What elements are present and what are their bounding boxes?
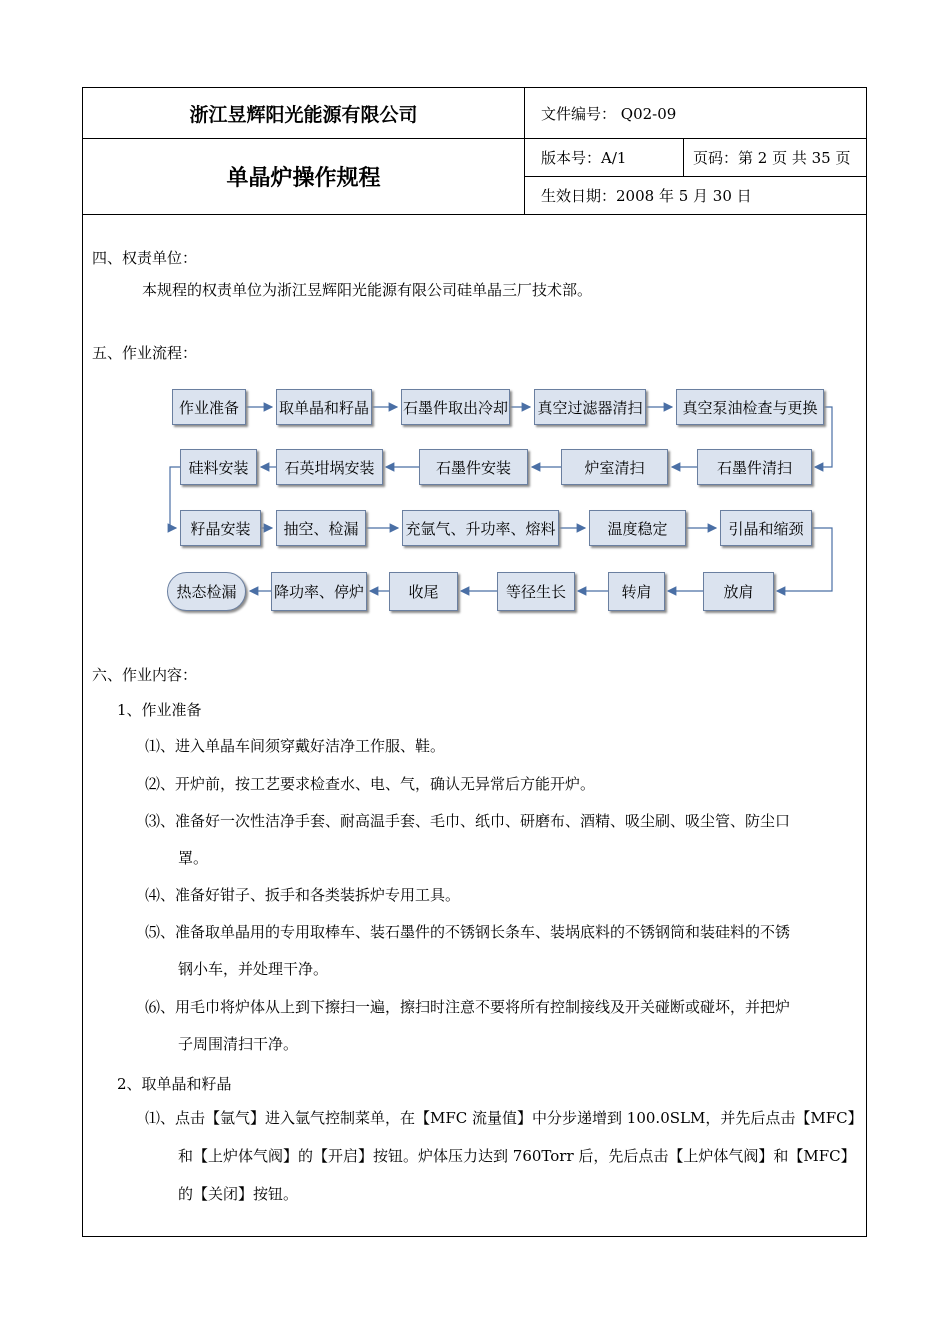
item-text-continued: 罩。 [178, 849, 209, 867]
item-text: 准备好一次性洁净手套、耐高温手套、毛巾、纸巾、研磨布、酒精、吸尘刷、吸尘管、防尘口 [175, 812, 791, 830]
flow-step: 转肩 [608, 572, 665, 611]
section-6-heading: 六、作业内容： [92, 666, 198, 684]
list-item [145, 802, 790, 840]
item-number: ⑹、 [145, 998, 176, 1016]
company-name: 浙江昱辉阳光能源有限公司 [189, 103, 418, 126]
item-number: ⑴、 [145, 737, 176, 755]
flow-step: 作业准备 [172, 389, 246, 425]
section-4-heading: 四、权责单位： [92, 249, 198, 267]
flow-step: 抽空、检漏 [276, 510, 366, 546]
flow-step: 等径生长 [497, 572, 575, 611]
document-title: 单晶炉操作规程 [226, 166, 381, 191]
item-text: 开炉前，按工艺要求检查水、电、气，确认无异常后方能开炉。 [175, 775, 596, 793]
list-item [145, 727, 445, 765]
item-text-continued: 和【上炉体气阀】的【开启】按钮。炉体压力达到 760Torr 后，先后点击【上炉体气阀】和【MFC】 [178, 1147, 856, 1165]
flow-step: 收尾 [389, 572, 458, 611]
flow-step: 炉室清扫 [561, 449, 668, 485]
item-text-continued: 的【关闭】按钮。 [178, 1185, 299, 1203]
flow-step: 石英坩埚安装 [276, 449, 383, 485]
flow-step: 取单晶和籽晶 [276, 389, 372, 425]
header-divider [683, 138, 684, 176]
item-text-continued: 子周围清扫干净。 [178, 1035, 299, 1053]
file-number: 文件编号： Q02-09 [541, 104, 677, 123]
flow-step: 放肩 [703, 572, 774, 611]
section-5-heading: 五、作业流程： [92, 344, 198, 362]
item-number: ⑶、 [145, 812, 176, 830]
list-item [145, 988, 790, 1026]
item-text: 进入单晶车间须穿戴好洁净工作服、鞋。 [175, 737, 446, 755]
item-number: ⑵、 [145, 775, 176, 793]
list-item [145, 876, 460, 914]
subsection-title: 2、取单晶和籽晶 [117, 1075, 232, 1093]
flow-step: 引晶和缩颈 [720, 510, 812, 546]
header-divider [524, 88, 525, 214]
section-4-text: 本规程的权责单位为浙江昱辉阳光能源有限公司硅单晶三厂技术部。 [142, 281, 593, 299]
item-number: ⑸、 [145, 923, 176, 941]
list-item [145, 1099, 863, 1137]
flow-step: 真空过滤器清扫 [534, 389, 646, 425]
document-frame [82, 87, 867, 1237]
item-text: 用毛巾将炉体从上到下擦扫一遍，擦扫时注意不要将所有控制接线及开关碰断或碰坏，并把炉 [175, 998, 791, 1016]
item-text-continued: 钢小车，并处理干净。 [178, 960, 329, 978]
item-number: ⑷、 [145, 886, 176, 904]
effective-date: 生效日期：2008 年 5 月 30 日 [541, 187, 752, 205]
list-item [145, 765, 595, 803]
subsection-title: 1、作业准备 [117, 701, 202, 719]
flow-step-terminal: 热态检漏 [167, 572, 246, 611]
page-number: 页码：第 2 页 共 35 页 [693, 149, 851, 167]
flow-step: 石墨件清扫 [697, 449, 812, 485]
flow-step: 温度稳定 [589, 510, 686, 546]
flow-step: 石墨件取出冷却 [401, 389, 510, 425]
flow-step: 石墨件安装 [419, 449, 528, 485]
item-text: 准备好钳子、扳手和各类装拆炉专用工具。 [175, 886, 461, 904]
flow-step: 籽晶安装 [180, 510, 261, 546]
flow-step: 充氩气、升功率、熔料 [402, 510, 559, 546]
flow-step: 真空泵油检查与更换 [676, 389, 824, 425]
flow-step: 降功率、停炉 [271, 572, 367, 611]
list-item [145, 913, 790, 951]
flow-step: 硅料安装 [180, 449, 257, 485]
item-number: ⑴、 [145, 1109, 176, 1127]
item-text: 点击【氩气】进入氩气控制菜单，在【MFC 流量值】中分步递增到 100.0SLM，并先后点击【MFC】 [175, 1109, 863, 1127]
item-text: 准备取单晶用的专用取棒车、装石墨件的不锈钢长条车、装埚底料的不锈钢筒和装硅料的不锈 [175, 923, 791, 941]
version-number: 版本号：A/1 [541, 149, 627, 167]
header-divider [83, 214, 866, 215]
